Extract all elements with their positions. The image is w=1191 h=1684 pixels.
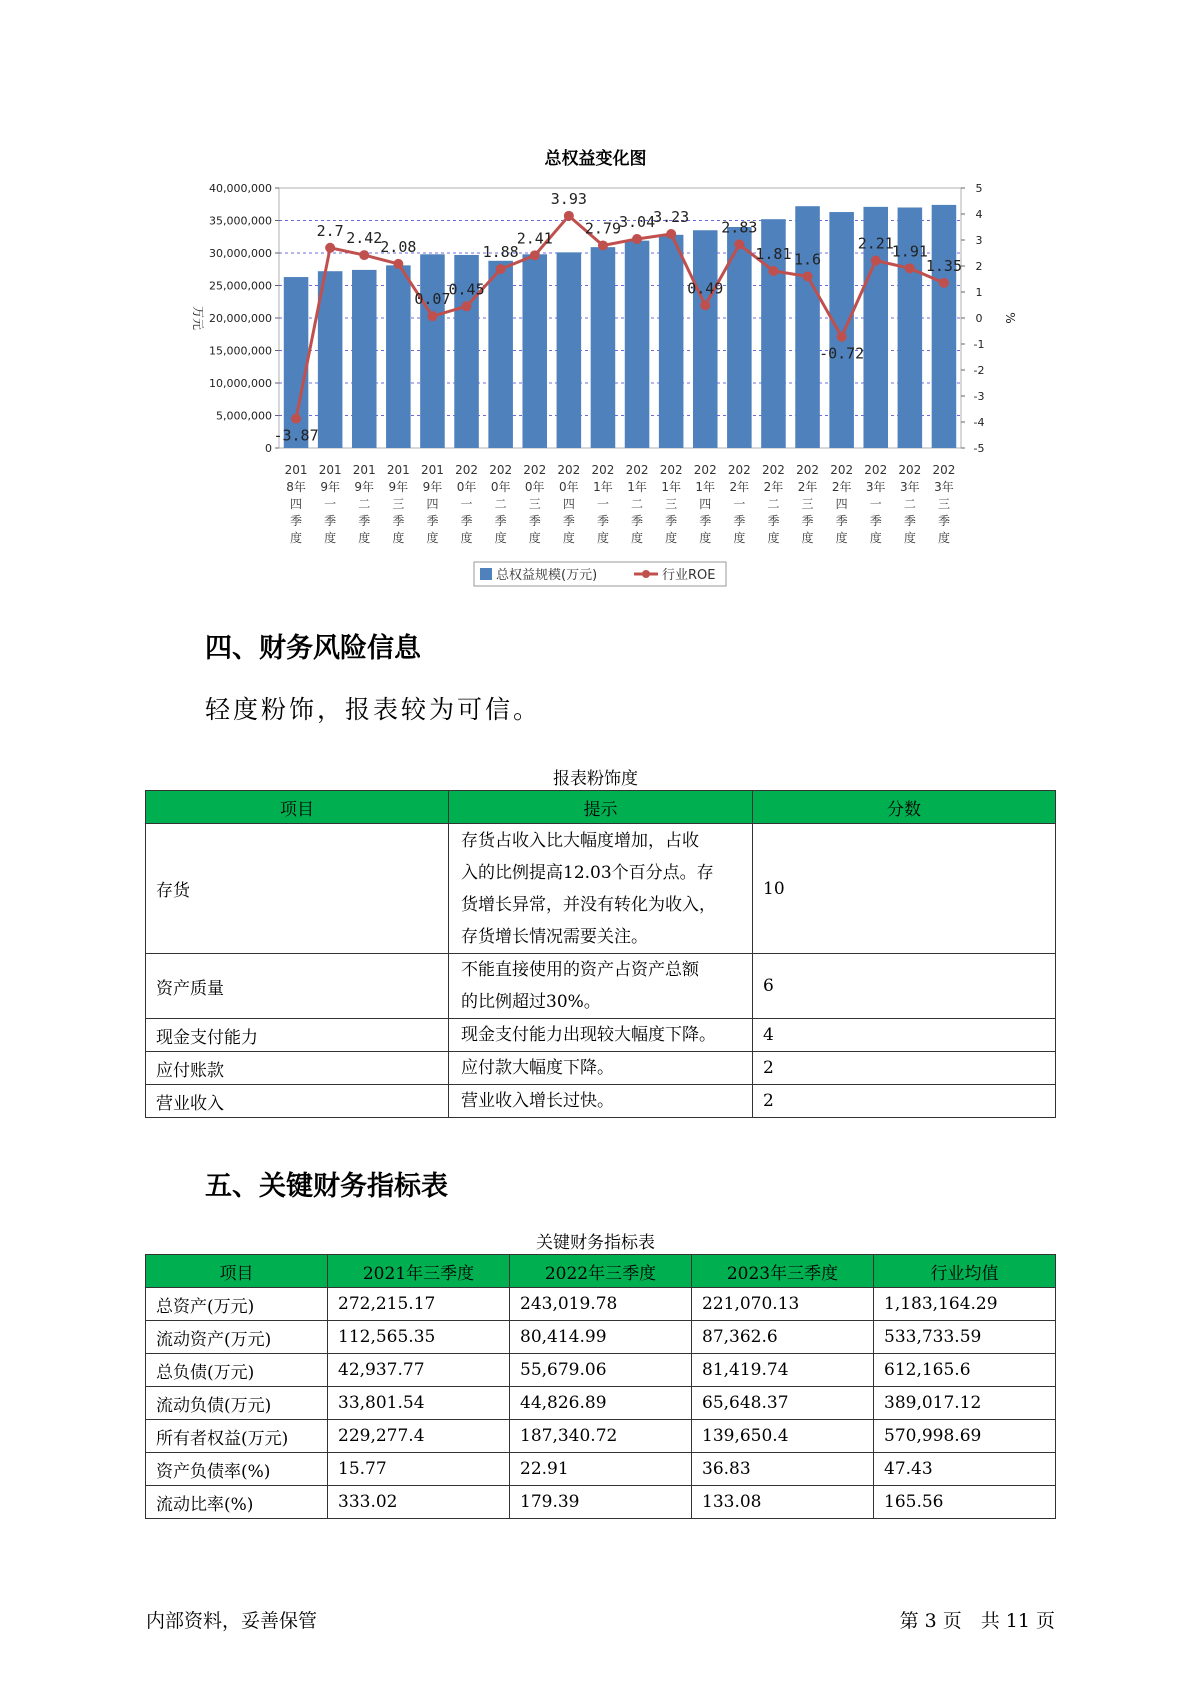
risk-hint [449,954,753,1019]
risk-hint-line: 入的比例提高12.03个百分点。存 [461,862,714,883]
bar [488,261,513,448]
legend-bar-label: 总权益规模(万元) [496,568,598,583]
roe-point [905,263,915,273]
kpi-header-cell: 2023年三季度 [692,1255,874,1288]
roe-data-label: 2.21 [857,234,894,253]
section5-heading: 五、关键财务指标表 [205,1171,448,1202]
x-tick-label: 202 2年四季度 [830,463,854,545]
roe-data-label: 1.91 [891,242,928,261]
x-tick-label: 202 2年二季度 [761,463,785,545]
risk-table-row [146,1052,1056,1085]
kpi-header-cell: 2022年三季度 [510,1255,692,1288]
x-tick-label: 202 2年一季度 [727,463,751,545]
roe-point [871,256,881,266]
bar [829,212,854,448]
y-left-axis-label: 万元 [191,305,205,331]
x-tick-label: 201 9年一季度 [318,463,342,545]
risk-table-row [146,824,1056,954]
roe-data-label: 2.08 [380,237,417,256]
roe-data-label: 2.83 [721,218,758,237]
roe-point [359,250,369,260]
y-right-tick-label: 0 [975,312,983,325]
risk-hint [449,1019,753,1052]
roe-data-label: 2.42 [346,229,383,248]
y-left-tick-label: 15,000,000 [209,344,272,358]
risk-score: 10 [753,824,1056,954]
kpi-cell: 资产负债率(%) [146,1453,328,1486]
roe-data-label: 1.81 [755,244,792,263]
kpi-cell: 所有者权益(万元) [146,1420,328,1453]
kpi-cell: 81,419.74 [692,1354,874,1387]
x-tick-label: 202 0年二季度 [489,463,513,545]
x-tick-label: 202 3年一季度 [864,463,888,545]
kpi-header-cell: 行业均值 [874,1255,1056,1288]
kpi-cell: 272,215.17 [328,1288,510,1321]
kpi-table-row [146,1321,1056,1354]
x-tick-label: 202 1年一季度 [591,463,615,545]
y-right-axis-label: % [1003,312,1017,324]
risk-hint [449,1052,753,1085]
risk-score: 4 [753,1019,1056,1052]
risk-hint-line: 现金支付能力出现较大幅度下降。 [461,1025,716,1045]
bar [625,241,650,448]
y-left-tick-label: 0 [265,442,272,455]
roe-point [768,266,778,276]
kpi-cell: 187,340.72 [510,1420,692,1453]
roe-point [598,240,608,250]
kpi-cell: 243,019.78 [510,1288,692,1321]
kpi-table-header [146,1255,1056,1288]
roe-point [700,300,710,310]
risk-table [145,790,1056,1118]
risk-score: 2 [753,1085,1056,1118]
y-right-tick-label: -2 [973,364,985,377]
section4-heading: 四、财务风险信息 [205,633,421,664]
kpi-cell: 47.43 [874,1453,1056,1486]
kpi-cell: 179.39 [510,1486,692,1519]
kpi-cell: 流动负债(万元) [146,1387,328,1420]
roe-point [803,271,813,281]
kpi-cell: 133.08 [692,1486,874,1519]
x-tick-label: 202 1年四季度 [693,463,717,545]
y-left-tick-label: 30,000,000 [209,247,272,260]
roe-data-label: 0.07 [414,290,451,309]
bar [693,230,718,448]
footer-page-number: 第 3 页 共 11 页 [899,1610,1055,1632]
footer-confidential: 内部资料，妥善保管 [146,1610,318,1632]
roe-point [632,234,642,244]
risk-item: 资产质量 [146,954,449,1019]
x-tick-label: 202 3年三季度 [932,463,956,545]
kpi-cell: 流动资产(万元) [146,1321,328,1354]
roe-data-label: 1.35 [925,256,963,275]
x-tick-label: 202 2年三季度 [796,463,820,545]
y-right-tick-label: -5 [973,442,985,455]
kpi-cell: 112,565.35 [328,1321,510,1354]
kpi-cell: 165.56 [874,1486,1056,1519]
x-tick-label: 202 3年二季度 [898,463,922,545]
kpi-cell: 1,183,164.29 [874,1288,1056,1321]
y-right-tick-label: 1 [975,286,983,299]
risk-hint-line: 应付款大幅度下降。 [461,1058,614,1078]
roe-point [939,278,949,288]
kpi-cell: 22.91 [510,1453,692,1486]
risk-hint [449,1085,753,1118]
legend-bar-swatch [480,568,492,580]
kpi-cell: 15.77 [328,1453,510,1486]
roe-point [325,243,335,253]
chart-title: 总权益变化图 [544,149,647,169]
risk-hint-line: 的比例超过30%。 [461,992,601,1012]
risk-hint-line: 货增长异常，并没有转化为收入， [461,894,716,915]
risk-hint-line: 存货占收入比大幅度增加，占收 [461,830,699,851]
kpi-cell: 80,414.99 [510,1321,692,1354]
x-tick-label: 201 9年三季度 [386,463,410,545]
risk-table-row [146,954,1056,1019]
kpi-cell: 流动比率(%) [146,1486,328,1519]
risk-score: 2 [753,1052,1056,1085]
risk-header-cell: 分数 [753,791,1056,824]
y-left-tick-label: 10,000,000 [209,377,272,390]
roe-point [734,239,744,249]
roe-data-label: 2.41 [516,229,553,248]
y-left-tick-label: 40,000,000 [209,182,272,195]
bar [932,205,957,448]
bar [795,206,820,448]
risk-header-cell: 提示 [449,791,753,824]
bar [522,254,547,448]
y-left-tick-label: 20,000,000 [209,312,272,325]
y-right-tick-label: -4 [973,416,985,429]
risk-item: 存货 [146,824,449,954]
bar [386,265,411,448]
risk-table-row [146,1019,1056,1052]
risk-hint-line: 营业收入增长过快。 [461,1091,614,1111]
kpi-cell: 229,277.4 [328,1420,510,1453]
risk-score: 6 [753,954,1056,1019]
bar [352,270,377,448]
risk-item: 营业收入 [146,1085,449,1118]
bar [591,247,616,448]
y-right-tick-label: -3 [973,390,985,403]
roe-point [666,229,676,239]
kpi-cell: 33,801.54 [328,1387,510,1420]
roe-data-label: 3.23 [653,208,690,227]
y-right-tick-label: 2 [975,260,983,273]
risk-summary: 轻度粉饰，报表较为可信。 [205,695,542,724]
x-tick-label: 201 8年四季度 [284,463,308,545]
kpi-cell: 570,998.69 [874,1420,1056,1453]
kpi-table-caption: 关键财务指标表 [536,1233,655,1253]
kpi-cell: 221,070.13 [692,1288,874,1321]
y-right-tick-label: -1 [973,338,985,351]
kpi-table [145,1254,1056,1519]
kpi-cell: 139,650.4 [692,1420,874,1453]
kpi-cell: 612,165.6 [874,1354,1056,1387]
bar [557,252,582,448]
roe-data-label: 0.45 [448,280,485,299]
x-tick-label: 202 0年四季度 [557,463,581,545]
x-tick-label: 201 9年二季度 [352,463,376,545]
y-left-tick-label: 5,000,000 [216,409,272,423]
y-right-tick-label: 4 [975,208,983,221]
roe-point [291,414,301,424]
equity-chart [0,0,1191,600]
kpi-cell: 总资产(万元) [146,1288,328,1321]
kpi-cell: 42,937.77 [328,1354,510,1387]
y-right-tick-label: 5 [975,182,983,195]
roe-point [530,250,540,260]
bar [659,235,684,448]
kpi-header-cell: 2021年三季度 [328,1255,510,1288]
kpi-cell: 389,017.12 [874,1387,1056,1420]
legend-line-marker [642,570,650,578]
kpi-cell: 533,733.59 [874,1321,1056,1354]
kpi-table-row [146,1354,1056,1387]
kpi-table-row [146,1486,1056,1519]
roe-data-label: 2.79 [584,219,622,238]
roe-data-label: 1.88 [482,243,519,262]
y-right-tick-label: 3 [975,234,983,247]
kpi-table-row [146,1288,1056,1321]
kpi-cell: 44,826.89 [510,1387,692,1420]
x-tick-label: 201 9年四季度 [420,463,444,545]
x-tick-label: 202 1年二季度 [625,463,649,545]
risk-hint [449,824,753,954]
roe-point [462,301,472,311]
risk-table-row [146,1085,1056,1118]
roe-point [427,311,437,321]
roe-point [564,211,574,221]
roe-data-label: 0.49 [687,279,724,298]
x-tick-label: 202 1年三季度 [659,463,683,545]
legend-line-label: 行业ROE [662,568,716,583]
risk-hint-line: 存货增长情况需要关注。 [461,926,648,947]
kpi-cell: 总负债(万元) [146,1354,328,1387]
roe-data-label: 3.04 [618,212,656,231]
kpi-cell: 65,648.37 [692,1387,874,1420]
risk-header-cell: 项目 [146,791,449,824]
y-left-tick-label: 35,000,000 [209,214,272,228]
y-left-tick-label: 25,000,000 [209,279,272,293]
kpi-table-row [146,1387,1056,1420]
kpi-table-row [146,1453,1056,1486]
roe-data-label: 3.93 [550,189,587,208]
kpi-cell: 36.83 [692,1453,874,1486]
roe-data-label: -3.87 [273,426,319,445]
roe-data-label: -0.72 [819,344,865,363]
kpi-cell: 87,362.6 [692,1321,874,1354]
risk-hint-line: 不能直接使用的资产占资产总额 [461,960,699,980]
risk-item: 应付账款 [146,1052,449,1085]
kpi-cell: 55,679.06 [510,1354,692,1387]
risk-table-caption: 报表粉饰度 [553,769,638,789]
risk-table-header [146,791,1056,824]
bar [420,254,445,448]
kpi-cell: 333.02 [328,1486,510,1519]
roe-point [393,259,403,269]
kpi-table-row [146,1420,1056,1453]
x-tick-label: 202 0年一季度 [455,463,479,545]
roe-point [496,264,506,274]
roe-data-label: 2.7 [316,221,344,240]
roe-data-label: 1.6 [794,250,822,269]
risk-item: 现金支付能力 [146,1019,449,1052]
x-tick-label: 202 0年三季度 [523,463,547,545]
kpi-header-cell: 项目 [146,1255,328,1288]
roe-point [837,332,847,342]
